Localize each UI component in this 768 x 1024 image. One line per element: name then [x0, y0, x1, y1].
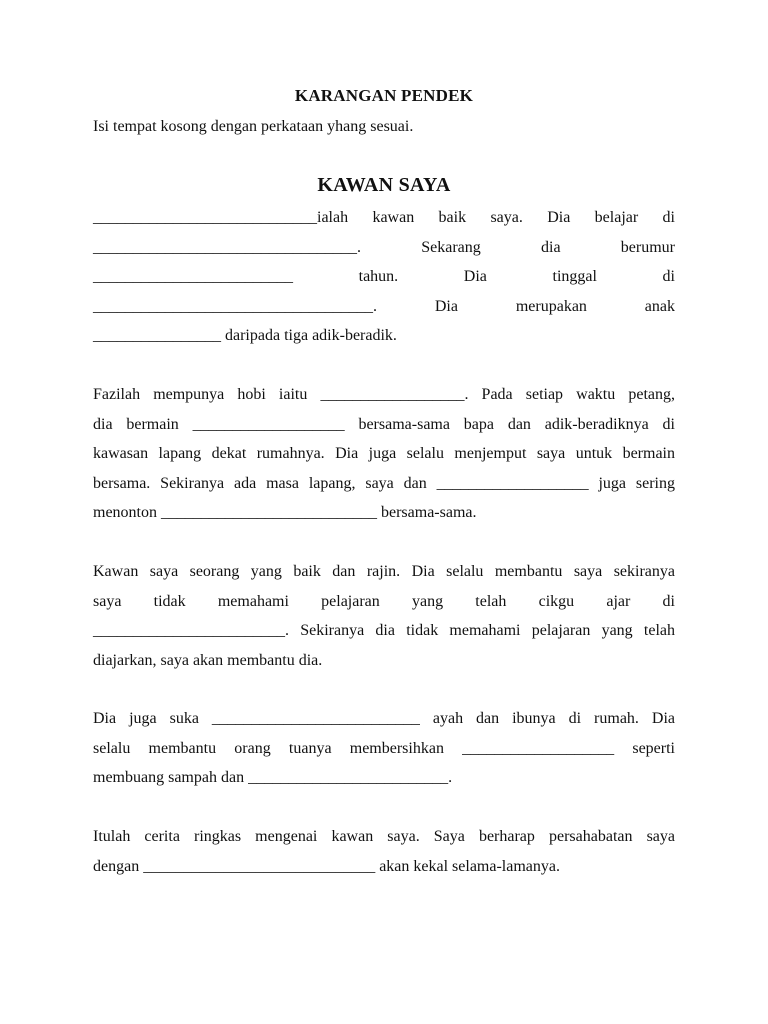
- paragraph-line: dengan _____________________________ akan kekal selama-lamanya.: [93, 857, 560, 875]
- paragraph-line: ____________________________ialah kawan baik saya. Dia belajar di: [93, 209, 675, 226]
- paragraph-2: [93, 380, 675, 528]
- paragraph-line: menonton ___________________________ bersama-sama.: [93, 504, 477, 522]
- paragraph-line: Fazilah mempunya hobi iaitu __________________. Pada setiap waktu petang,: [93, 386, 675, 403]
- paragraph-4: [93, 704, 675, 793]
- paragraph-line: Kawan saya seorang yang baik dan rajin. Dia selalu membantu saya sekiranya: [93, 563, 675, 580]
- paragraph-3: [93, 557, 675, 675]
- paragraph-line: ________________ daripada tiga adik-beradik.: [93, 327, 397, 345]
- paragraph-line: bersama. Sekiranya ada masa lapang, saya dan ___________________ juga sering: [93, 474, 675, 492]
- paragraph-line: selalu membantu orang tuanya membersihkan ___________________ seperti: [93, 739, 675, 757]
- paragraph-line: Itulah cerita ringkas mengenai kawan saya. Saya berharap persahabatan saya: [93, 828, 675, 845]
- essay-title: KAWAN SAYA: [317, 174, 451, 196]
- paragraph-line: _________________________ tahun. Dia tinggal di: [93, 268, 675, 286]
- page-title: KARANGAN PENDEK: [294, 86, 474, 105]
- paragraph-1: [93, 203, 675, 351]
- paragraph-5: [93, 822, 675, 881]
- paragraph-line: saya tidak memahami pelajaran yang telah cikgu ajar di: [93, 592, 675, 610]
- paragraph-line: _________________________________. Sekarang dia berumur: [93, 238, 675, 256]
- paragraph-line: membuang sampah dan _________________________.: [93, 769, 453, 787]
- instruction-text: Isi tempat kosong dengan perkataan yhang sesuai.: [93, 118, 414, 135]
- paragraph-line: diajarkan, saya akan membantu dia.: [93, 651, 323, 669]
- paragraph-line: ________________________. Sekiranya dia tidak memahami pelajaran yang telah: [93, 622, 675, 640]
- paragraph-line: Dia juga suka __________________________ ayah dan ibunya di rumah. Dia: [93, 710, 675, 727]
- paragraph-line: dia bermain ___________________ bersama-sama bapa dan adik-beradiknya di: [93, 415, 675, 433]
- paragraph-line: ___________________________________. Dia merupakan anak: [93, 297, 675, 315]
- paragraph-line: kawasan lapang dekat rumahnya. Dia juga selalu menjemput saya untuk bermain: [93, 445, 675, 463]
